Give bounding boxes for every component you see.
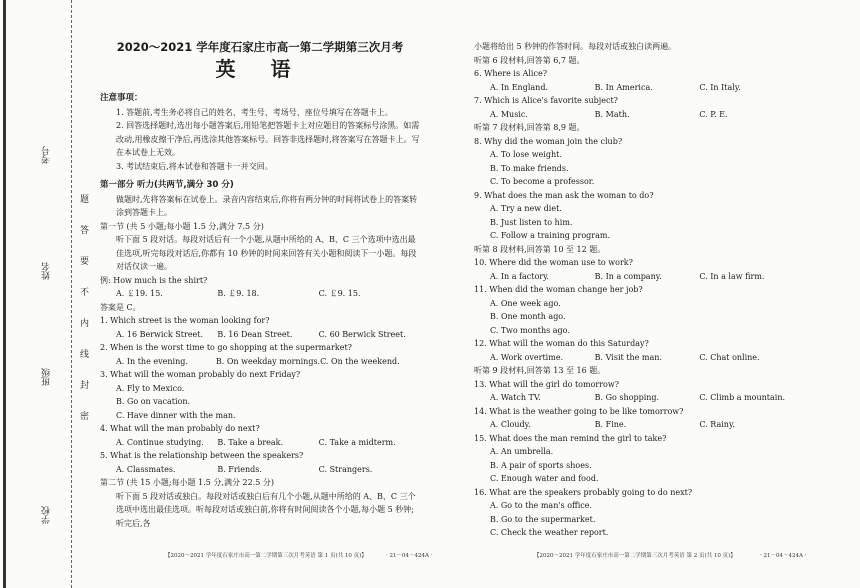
exam-title: 2020～2021 学年度石家庄市高一第二学期第三次月考	[116, 40, 404, 54]
question-3: 3. What will the woman probably do next Friday?	[100, 370, 301, 379]
question-4-options: A. Continue studying. B. Take a break. C. Take a midterm.	[116, 437, 396, 447]
notice-item-1: 1. 答题前,考生务必将自己的姓名、考生号、考场号、座位号填写在答题卡上。	[116, 107, 393, 117]
question-9-option-c: C. Follow a training program.	[490, 231, 610, 240]
question-2-options: A. In the evening. B. On weekday mornings. C. On the weekend.	[116, 356, 400, 366]
question-10: 10. Where did the woman use to work?	[474, 258, 633, 267]
left-column	[100, 40, 420, 530]
right-column	[474, 40, 804, 540]
question-7-options: A. Music. B. Math. C. P. E.	[490, 109, 728, 119]
example-options: A. ￡19. 15. B. ￡9. 18. C. ￡9. 15.	[116, 289, 361, 298]
notice-heading: 注意事项：	[100, 93, 143, 103]
subject-title: 英 语	[215, 57, 305, 81]
question-16-option-c: C. Check the weather report.	[490, 528, 609, 537]
footer-right-code: · 21－04－424A ·	[760, 553, 807, 559]
section1-intro: 听下面 5 段对话。每段对话后有一个小题,从题中所给的 A、B、C 三个选项中选出最佳选项,听完每段对话后,你都有 10 秒钟的时间来回答有关小题和阅读下一小题。每段对话仅读一遍。	[116, 235, 417, 271]
section2-intro: 听下面 5 段对话或独白。每段对话或独白后有几个小题,从题中所给的 A、B、C 三个选项中选出最佳选项。听每段对话或独白前,你将有时间阅读各个小题,每小题 5 秒钟;听完后,各	[116, 491, 416, 528]
section1-heading: 第一节 (共 5 小题;每小题 1.5 分,满分 7.5 分)	[100, 221, 264, 231]
notice-item-3: 3. 考试结束后,将本试卷和答题卡一并交回。	[116, 161, 273, 171]
question-14: 14. What is the weather going to be like tomorrow?	[474, 406, 684, 416]
question-15-option-c: C. Enough water and food.	[490, 474, 599, 483]
material-8: 听第 8 段材料,回答第 10 至 12 题。	[474, 244, 606, 254]
question-15-option-a: A. An umbrella.	[490, 447, 554, 456]
xuexiao-label: 学校	[42, 506, 52, 524]
question-8-option-c: C. To become a professor.	[490, 177, 595, 186]
question-12-options: A. Work overtime. B. Visit the man. C. Chat online.	[490, 352, 760, 362]
question-10-options: A. In a factory. B. In a company. C. In a law firm.	[490, 271, 765, 281]
section2-heading: 第二节 (共 15 小题;每小题 1.5 分,满分 22.5 分)	[100, 478, 274, 487]
material-6: 听第 6 段材料,回答第 6,7 题。	[474, 55, 585, 65]
question-8-option-a: A. To lose weight.	[490, 150, 562, 159]
footer-left-code: · 21－04－424A ·	[386, 553, 433, 559]
example-answer: 答案是 C。	[100, 302, 141, 312]
question-9-option-b: B. Just listen to him.	[490, 217, 573, 227]
material-7: 听第 7 段材料,回答第 8,9 题。	[474, 123, 585, 132]
xingming-label: 姓名	[42, 262, 52, 280]
notice-item-2: 2. 回答选择题时,选出每小题答案后,用铅笔把答题卡上对应题目的答案标号涂黑。如需改动,用橡皮擦干净后,再选涂其他答案标号。回答非选择题时,将答案写在答题卡上。写在本试卷上无效。	[116, 121, 420, 157]
question-9-option-a: A. Try a new diet.	[490, 204, 562, 213]
question-5: 5. What is the relationship between the speakers?	[100, 451, 304, 460]
question-13-options: A. Watch TV. B. Go shopping. C. Climb a mountain.	[490, 393, 786, 402]
question-7: 7. Which is Alice's favorite subject?	[474, 96, 618, 105]
question-3-option-c: C. Have dinner with the man.	[116, 410, 236, 420]
question-15-option-b: B. A pair of sports shoes.	[490, 460, 592, 470]
part1-heading: 第一部分 听力(共两节,满分 30 分)	[100, 180, 234, 190]
question-11-option-c: C. Two months ago.	[490, 325, 570, 335]
question-1: 1. Which street is the woman looking for?	[100, 316, 270, 325]
banji-label: 班级	[42, 368, 52, 386]
question-12: 12. What will the woman do this Saturday?	[474, 339, 649, 348]
kaohao-label: 考号	[42, 146, 52, 164]
question-3-option-b: B. Go on vacation.	[116, 397, 191, 406]
question-8-option-b: B. To make friends.	[490, 163, 569, 173]
question-16-option-a: A. Go to the man's office.	[490, 501, 593, 510]
question-11: 11. When did the woman change her job?	[474, 285, 643, 294]
question-3-option-a: A. Fly to Mexico.	[116, 383, 185, 393]
question-11-option-b: B. One month ago.	[490, 312, 566, 321]
question-6: 6. Where is Alice?	[474, 69, 547, 78]
question-6-options: A. In England. B. In America. C. In Italy.	[490, 82, 741, 92]
question-5-options: A. Classmates. B. Friends. C. Strangers.	[116, 464, 373, 474]
question-16-option-b: B. Go to the supermarket.	[490, 514, 596, 524]
question-15: 15. What does the man remind the girl to take?	[474, 433, 667, 443]
question-4: 4. What will the man probably do next?	[100, 424, 260, 433]
question-16: 16. What are the speakers probably going to do next?	[474, 487, 693, 497]
material-9: 听第 9 段材料,回答第 13 至 16 题。	[474, 366, 606, 375]
example-question: 例: How much is the shirt?	[100, 275, 208, 285]
question-9: 9. What does the man ask the woman to do?	[474, 190, 654, 200]
seal-line-text: 题 答 要 不 内 线 封 密	[80, 195, 90, 422]
footer-right: 【2020～2021 学年度石家庄市高一第二学期第三次月考英语 第 2 页(共 10 页)】	[534, 553, 736, 559]
question-2: 2. When is the worst time to go shopping at the supermarket?	[100, 343, 352, 352]
footer-left: 【2020～2021 学年度石家庄市高一第二学期第三次月考英语 第 1 页(共 10 页)】	[165, 553, 367, 559]
part1-intro: 做题时,先将答案标在试卷上。录音内容结束后,你将有两分钟的时间将试卷上的答案转涂到答题卡上。	[116, 194, 418, 217]
question-11-option-a: A. One week ago.	[490, 298, 561, 308]
question-8: 8. Why did the woman join the club?	[474, 136, 623, 146]
section2-intro-cont: 小题将给出 5 秒钟的作答时间。每段对话或独白读两遍。	[474, 42, 677, 51]
question-13: 13. What will the girl do tomorrow?	[474, 379, 619, 389]
binding-edge	[3, 0, 6, 588]
question-1-options: A. 16 Berwick Street. B. 16 Dean Street. C. 60 Berwick Street.	[116, 329, 406, 339]
question-14-options: A. Cloudy. B. Fine. C. Rainy.	[490, 420, 735, 429]
binding-cut-line	[71, 0, 73, 588]
